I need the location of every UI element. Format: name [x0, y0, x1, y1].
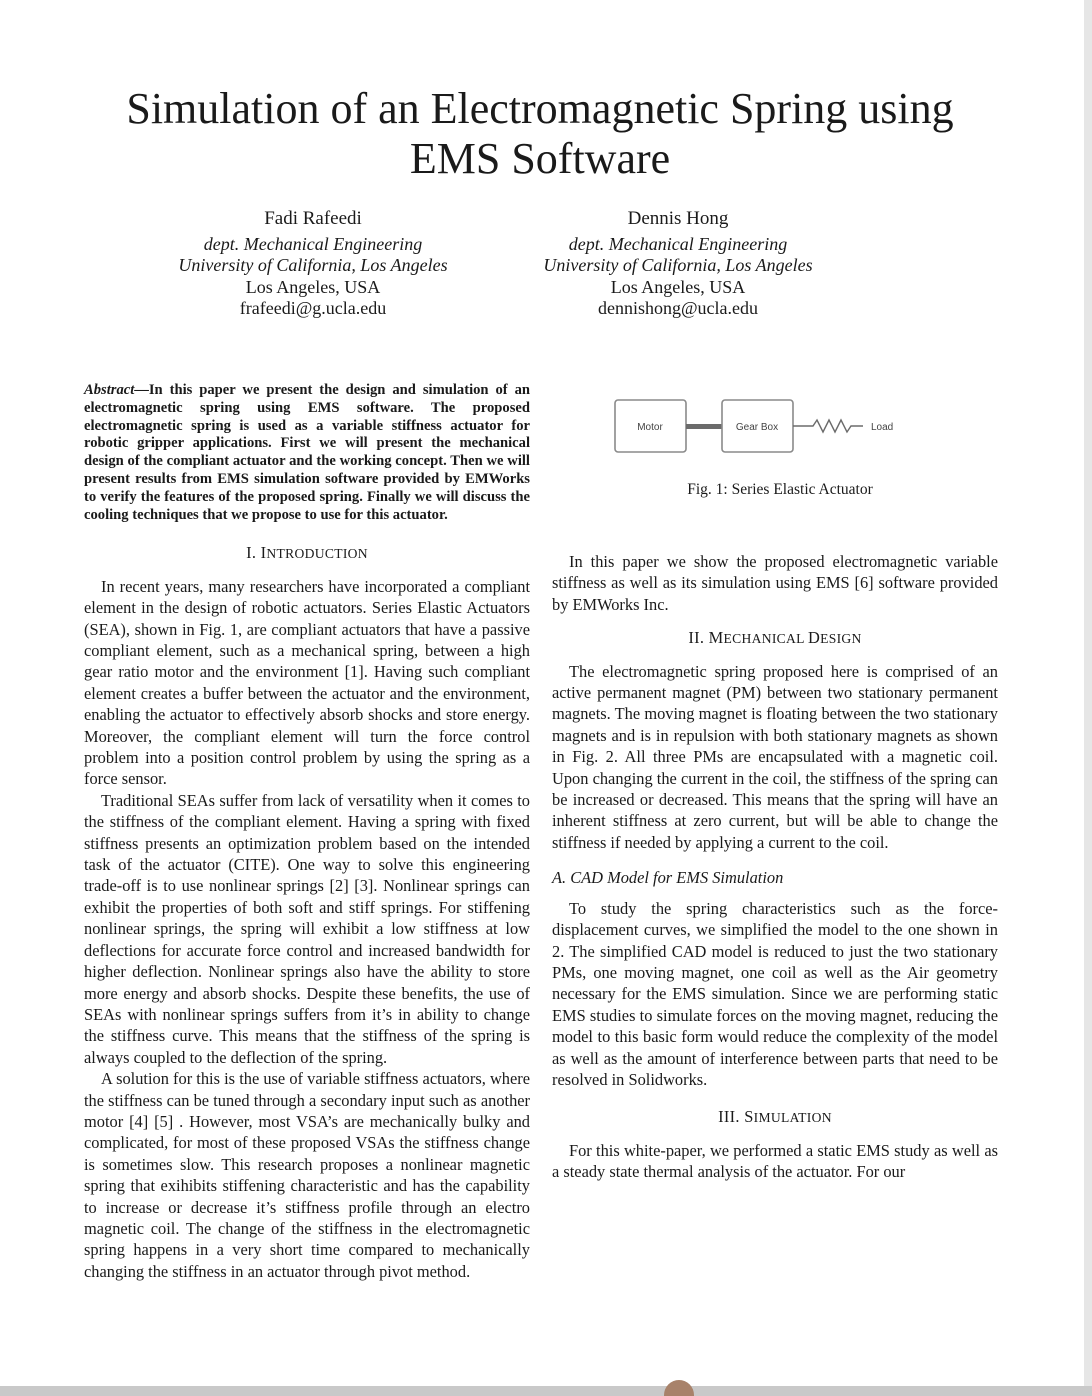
author-email: dennishong@ucla.edu: [597, 298, 759, 318]
intro-paragraph-2: Traditional SEAs suffer from lack of versatility when it comes to the stiffness of the compliant element. Having a spring with fixed stiffness presents an optimization problem based on the intended task of the actuator (CITE). One way to solve this engineering trade-off is to use nonlinear springs [2] [3]. Nonlinear springs can exhibit the properties of both soft and stiff springs. For stiffening nonlinear springs, the spring will exhibit a low stiffness at low deflections for accurate force control and increased bandwidth for higher deflection. Nonlinear springs also have the ability to store more energy and absorb shocks. Despite these benefits, the use of SEAs with nonlinear springs suffers from it’s in ability to change the stiffness curve. This means that the stiffness of the spring is always coupled to the deflection of the spring.: [84, 790, 530, 1067]
author-location: Los Angeles, USA: [245, 276, 381, 297]
abstract: [84, 382, 530, 524]
section-title: NTRODUCTION: [266, 546, 368, 562]
section-number: I. I: [246, 543, 267, 563]
sim-paragraph-1: For this white-paper, we performed a static EMS study as well as a steady state thermal analysis of the actuator. For our: [552, 1140, 998, 1182]
abstract-lead: Abstract: [84, 382, 135, 398]
author-location: Los Angeles, USA: [610, 276, 746, 297]
author-university: University of California, Los Angeles: [178, 255, 448, 275]
author-block-2: [518, 208, 838, 320]
bottom-scroll-bar[interactable]: [0, 1386, 1092, 1396]
subsection-heading-cad-model: A. CAD Model for EMS Simulation: [552, 868, 784, 888]
section-title-cap: D: [807, 628, 821, 648]
cad-paragraph-1: To study the spring characteristics such as the force-displacement curves, we simplified the model to the one shown in 2. The simplified CAD model is reduced to just the two stationary PMs, one moving magnet, one coil as well as the Air geometry necessary for the EMS simulation. Since we are performing static EMS studies to simulate forces on the moving magnet, reducing the model to this basic form would reduce the complexity of the model as well as the amount of interference between parts that need to be resolved in Solidworks.: [552, 898, 998, 1089]
spring-icon: [793, 420, 863, 432]
intro-paragraph-1: In recent years, many researchers have incorporated a compliant element in the design of robotic actuators. Series Elastic Actuators (SEA), shown in Fig. 1, are compliant actuators that have a passive compliant element, such as a mechanical spring, between a high gear ratio motor and the environment [1]. Having such compliant element creates a buffer between the actuator and the environment, enabling the actuator to effectively absorb shocks and store energy. Moreover, the compliant element will turn the force control problem into a position control problem by using the spring as a force sensor.: [84, 576, 530, 789]
left-column: [84, 382, 530, 1282]
author-dept: dept. Mechanical Engineering: [568, 233, 788, 254]
title-line-1: Simulation of an Electromagnetic Spring using: [126, 84, 954, 133]
author-dept: dept. Mechanical Engineering: [203, 233, 423, 254]
author-name: Dennis Hong: [627, 208, 729, 229]
author-block-1: [153, 208, 473, 320]
section-heading-introduction: [84, 542, 530, 564]
intro-paragraph-4: In this paper we show the proposed electromagnetic variable stiffness as well as its simulation using EMS [6] software provided by EMWorks Inc.: [552, 552, 998, 614]
section-number: III. S: [718, 1107, 754, 1127]
section-number: II. M: [688, 628, 724, 648]
section-title-rest: ESIGN: [820, 631, 862, 647]
section-heading-mechanical-design: [552, 627, 998, 649]
mech-paragraph-1: The electromagnetic spring proposed here is comprised of an active permanent magnet (PM) between two stationary permanent magnets. The moving magnet is floating between the two stationary magnets and is in repulsion with both stationary magnets as shown in Fig. 2. All three PMs are encapsulated with a magnetic coil. Upon changing the current in the coil, the stiffness of the spring can be increased or decreased. This means that the spring will have an inherent stiffness at zero current, but will be able to change the stiffness if needed by applying a current to the coil.: [552, 661, 998, 852]
author-university: University of California, Los Angeles: [543, 255, 813, 275]
author-email: frafeedi@g.ucla.edu: [239, 298, 387, 318]
section-heading-simulation: [552, 1106, 998, 1128]
shaft: [686, 424, 722, 429]
abstract-text: —In this paper we present the design and simulation of an electromagnetic spring using EMS software. The proposed electromagnetic spring is used as a variable stiffness actuator for robotic gripper applications. First we will present the mechanical design of the compliant actuator and the working concept. Then we will present results from EMS simulation software provided by EMWorks to verify the features of the proposed spring. Finally we will discuss the cooling techniques that we propose to use for this actuator.: [84, 382, 530, 523]
bottom-scroll-thumb[interactable]: [664, 1380, 694, 1396]
section-title: IMULATION: [753, 1110, 832, 1126]
gearbox-label: Gear Box: [735, 422, 779, 433]
figure-1-caption: Fig. 1: Series Elastic Actuator: [687, 481, 873, 498]
intro-paragraph-3: A solution for this is the use of variable stiffness actuators, where the stiffness can be tuned through a secondary input such as another motor [4] [5] . However, most VSA’s are mechanically bulky and complicated, for most of these proposed VSAs the stiffness change is sometimes slow. This research proposes a nonlinear magnetic spring that exihibits stiffening characteristic and has the capability to increase or decrease it’s stiffness profile through an electro magnetic coil. The change of the stiffness in the electromagnetic spring happens in a very short time compared to mechanically changing the stiffness in an actuator through pivot method.: [84, 1069, 530, 1281]
author-name: Fadi Rafeedi: [264, 208, 362, 229]
title-line-2: EMS Software: [409, 134, 671, 183]
page-edge-shadow: [1084, 0, 1092, 1396]
motor-label: Motor: [637, 422, 663, 433]
paper-title: [60, 84, 1020, 184]
right-column: [552, 551, 998, 1183]
section-title: ECHANICAL: [723, 631, 808, 647]
load-label: Load: [871, 422, 894, 433]
